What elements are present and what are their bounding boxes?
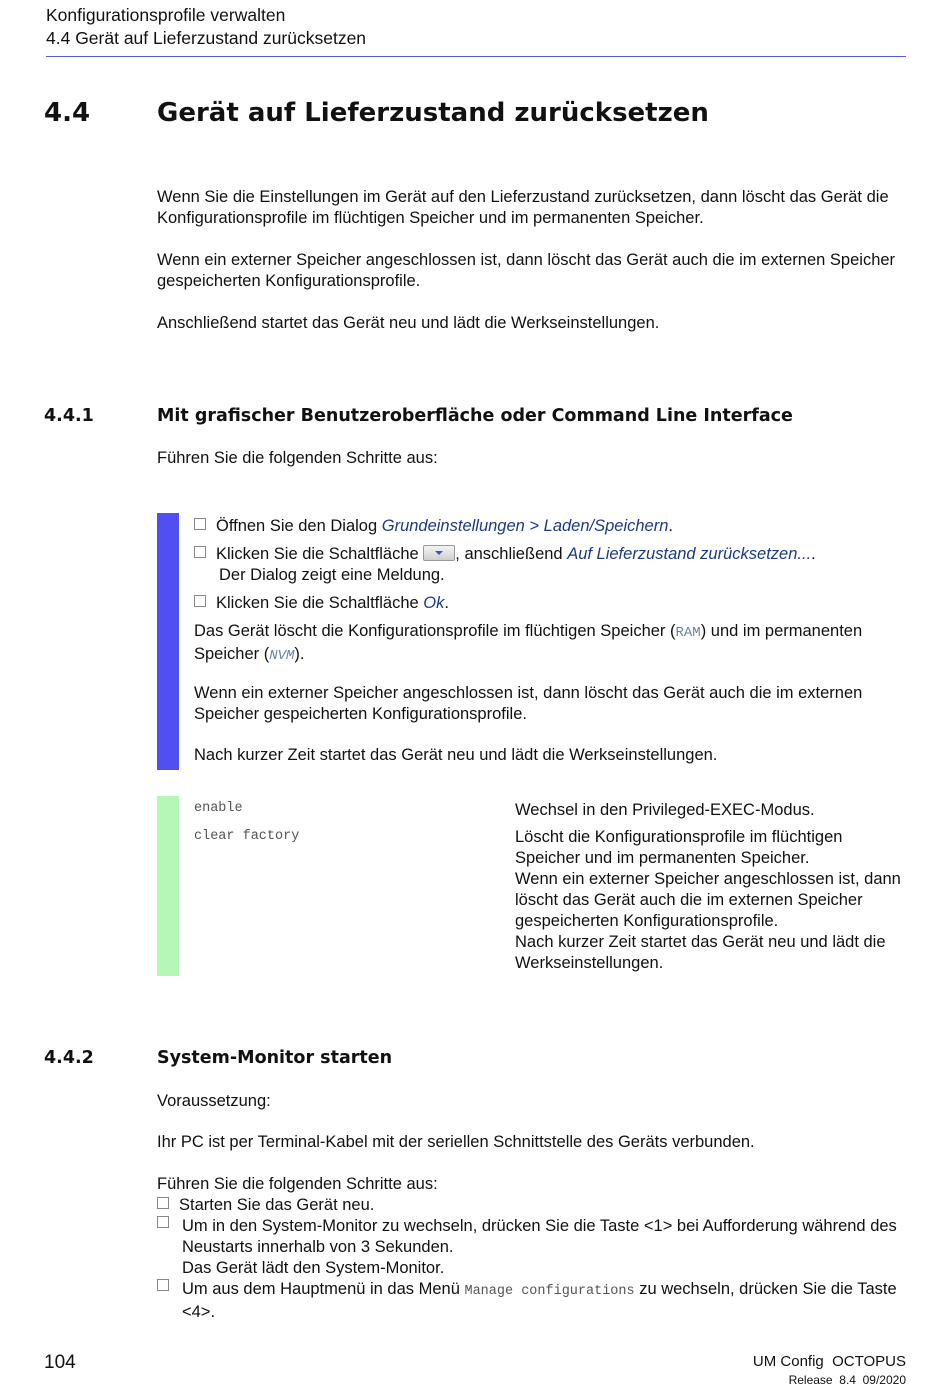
code-nvm: NVM <box>269 648 295 664</box>
prerequisite-label: Voraussetzung: <box>157 1092 271 1110</box>
cli-description-clear-factory: Löscht die Konfigurationsprofile im flüchtigen Speicher und im permanenten Speicher. Wenn ein externer Speicher angeschlossen ist, dann löscht das Gerät auch die im externen Speicher gespeicherten Konfigurationsprofile. Nach kurzer Zeit startet das Gerät neu und lädt die Werkseinstellungen. <box>515 828 901 972</box>
gui-step-3: Klicken Sie die Schaltfläche Ok. <box>194 593 914 614</box>
ui-button-ok: Ok <box>423 594 445 612</box>
checkbox-icon <box>194 518 206 530</box>
section-paragraph-1: Wenn Sie die Einstellungen im Gerät auf den Lieferzustand zurücksetzen, dann löscht das Gerät die Konfigurationsprofile im flüchtigen Speicher und im permanenten Speicher. <box>157 188 889 227</box>
sysmon-step-1: Starten Sie das Gerät neu. <box>157 1195 374 1216</box>
running-header-chapter: Konfigurationsprofile verwalten <box>46 5 286 25</box>
sysmon-step-2-note: Das Gerät lädt den System-Monitor. <box>182 1259 445 1277</box>
section-paragraph-3: Anschließend startet das Gerät neu und lädt die Werkseinstellungen. <box>157 314 660 332</box>
subsection-2-title: System-Monitor starten <box>157 1048 393 1068</box>
checkbox-icon <box>194 595 206 607</box>
prerequisite-text: Ihr PC ist per Terminal-Kabel mit der seriellen Schnittstelle des Geräts verbunden. <box>157 1133 755 1151</box>
gui-result-3: Nach kurzer Zeit startet das Gerät neu und lädt die Werkseinstellungen. <box>194 746 718 764</box>
subsection-1-title: Mit grafischer Benutzeroberfläche oder Command Line Interface <box>157 406 793 426</box>
cli-description-enable: Wechsel in den Privileged-EXEC-Modus. <box>515 801 815 819</box>
gui-step-1: Öffnen Sie den Dialog Grundeinstellungen > Laden/Speichern. <box>194 516 914 537</box>
gui-instructions-bar <box>157 513 179 770</box>
page-number: 104 <box>44 1352 76 1373</box>
release-info: Release 8.4 09/2020 <box>788 1373 906 1387</box>
checkbox-icon-step-3 <box>157 1279 179 1297</box>
section-title: Gerät auf Lieferzustand zurücksetzen <box>157 98 709 128</box>
cli-command-enable: enable <box>194 801 243 816</box>
checkbox-icon <box>157 1197 169 1209</box>
ui-path-load-save: Grundeinstellungen > Laden/Speichern <box>381 517 669 535</box>
subsection-1-intro: Führen Sie die folgenden Schritte aus: <box>157 449 438 467</box>
dropdown-button-icon <box>423 545 455 561</box>
gui-result-2: Wenn ein externer Speicher angeschlossen ist, dann löscht das Gerät auch die im externen Speicher gespeicherten Konfigurationsprofile. <box>194 684 863 723</box>
section-number: 4.4 <box>44 98 91 128</box>
subsection-2-intro: Führen Sie die folgenden Schritte aus: <box>157 1175 438 1193</box>
checkbox-icon-step-2 <box>157 1216 179 1234</box>
sysmon-step-3: Um aus dem Hauptmenü in das Menü Manage configurations zu wechseln, drücken Sie die Taste <4>. <box>182 1280 897 1321</box>
gui-step-2: Klicken Sie die Schaltfläche , anschließend Auf Lieferzustand zurücksetzen.... <box>194 544 914 565</box>
section-paragraph-2: Wenn ein externer Speicher angeschlossen ist, dann löscht das Gerät auch die im externen Speicher gespeicherten Konfigurationsprofile. <box>157 251 896 290</box>
code-ram: RAM <box>675 625 701 641</box>
gui-step-2-note: Der Dialog zeigt eine Meldung. <box>219 566 445 584</box>
header-rule <box>46 56 906 57</box>
subsection-2-number: 4.4.2 <box>44 1048 94 1068</box>
document-title: UM Config OCTOPUS <box>752 1353 906 1370</box>
cli-command-clear-factory: clear factory <box>194 829 300 844</box>
cli-instructions-bar <box>157 796 179 976</box>
subsection-1-number: 4.4.1 <box>44 406 94 426</box>
ui-menu-factory-reset: Auf Lieferzustand zurücksetzen... <box>567 545 812 563</box>
running-header-section: 4.4 Gerät auf Lieferzustand zurücksetzen <box>46 28 367 48</box>
gui-result-1: Das Gerät löscht die Konfigurationsprofile im flüchtigen Speicher (RAM) und im permanenten Speicher (NVM). <box>194 622 863 664</box>
code-manage-configurations: Manage configurations <box>464 1284 635 1299</box>
checkbox-icon <box>194 546 206 558</box>
sysmon-step-2: Um in den System-Monitor zu wechseln, drücken Sie die Taste <1> bei Aufforderung während des Neustarts innerhalb von 3 Sekunden. <box>182 1217 897 1256</box>
